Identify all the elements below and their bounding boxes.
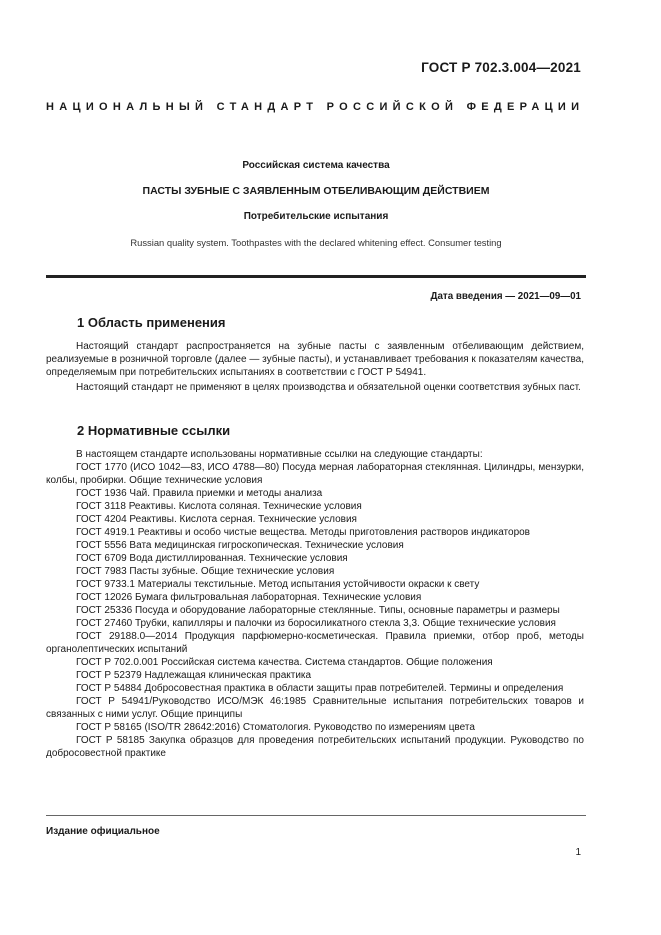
reference-item: ГОСТ Р 58165 (ISO/TR 28642:2016) Стоматология. Руководство по измерениям цвета bbox=[76, 722, 475, 733]
footer-divider bbox=[46, 815, 586, 816]
national-standard-banner: НАЦИОНАЛЬНЫЙ СТАНДАРТ РОССИЙСКОЙ ФЕДЕРАЦИИ bbox=[46, 101, 585, 113]
section-heading-normative-references: 2 Нормативные ссылки bbox=[77, 423, 231, 438]
scope-paragraph: Настоящий стандарт не применяют в целях производства и обязательной оценки соответствия зубных паст. bbox=[76, 382, 581, 393]
title-divider bbox=[46, 275, 586, 278]
reference-item: ГОСТ 12026 Бумага фильтровальная лабораторная. Технические условия bbox=[76, 592, 422, 603]
reference-item: ГОСТ 6709 Вода дистиллированная. Технические условия bbox=[76, 553, 348, 564]
document-title: ПАСТЫ ЗУБНЫЕ С ЗАЯВЛЕННЫМ ОТБЕЛИВАЮЩИМ ДЕЙСТВИЕМ bbox=[142, 185, 490, 197]
reference-item: ГОСТ Р 702.0.001 Российская система качества. Система стандартов. Общие положения bbox=[76, 657, 493, 668]
document-subtitle: Потребительские испытания bbox=[243, 211, 389, 222]
reference-item: ГОСТ 7983 Пасты зубные. Общие технические условия bbox=[76, 566, 335, 577]
reference-item: ГОСТ Р 54941/Руководство ИСО/МЭК 46:1985 Сравнительные испытания потребительских товаров и связанных с ними услуг. Общие принципы bbox=[46, 696, 584, 720]
intro-date: Дата введения — 2021—09—01 bbox=[430, 291, 581, 302]
reference-item: ГОСТ 5556 Вата медицинская гигроскопическая. Технические условия bbox=[76, 540, 404, 551]
page-number: 1 bbox=[575, 847, 581, 858]
reference-item: ГОСТ 29188.0—2014 Продукция парфюмерно-косметическая. Правила приемки, отбор проб, методы органолептических испытаний bbox=[46, 631, 584, 655]
reference-item: ГОСТ 27460 Трубки, капилляры и палочки из боросиликатного стекла 3,3. Общие технические условия bbox=[76, 618, 556, 629]
reference-item: ГОСТ 3118 Реактивы. Кислота соляная. Технические условия bbox=[76, 501, 362, 512]
reference-item: В настоящем стандарте использованы нормативные ссылки на следующие стандарты: bbox=[76, 449, 483, 460]
reference-item: ГОСТ Р 52379 Надлежащая клиническая практика bbox=[76, 670, 312, 681]
reference-item: ГОСТ 25336 Посуда и оборудование лабораторные стеклянные. Типы, основные параметры и размеры bbox=[76, 605, 560, 616]
reference-item: ГОСТ 4919.1 Реактивы и особо чистые вещества. Методы приготовления растворов индикаторов bbox=[76, 527, 530, 538]
system-title: Российская система качества bbox=[242, 160, 390, 171]
section-heading-scope: 1 Область применения bbox=[77, 315, 226, 330]
reference-item: ГОСТ 4204 Реактивы. Кислота серная. Технические условия bbox=[76, 514, 357, 525]
reference-item: ГОСТ Р 54884 Добросовестная практика в области защиты прав потребителей. Термины и определения bbox=[76, 683, 564, 694]
gost-number: ГОСТ Р 702.3.004—2021 bbox=[421, 60, 581, 75]
reference-item: ГОСТ 1936 Чай. Правила приемки и методы анализа bbox=[76, 488, 323, 499]
scope-paragraph: Настоящий стандарт распространяется на зубные пасты с заявленным отбеливающим действием, реализуемые в розничной торговле (далее — зубные пасты), и устанавливает требования к показателям качества, определяемым при потребительских испытаниях в соответствии с ГОСТ Р 54941. bbox=[46, 341, 584, 378]
official-edition-label: Издание официальное bbox=[46, 826, 160, 837]
reference-item: ГОСТ Р 58185 Закупка образцов для проведения потребительских испытаний продукции. Руководство по добросовестной практике bbox=[46, 735, 584, 759]
reference-item: ГОСТ 1770 (ИСО 1042—83, ИСО 4788—80) Посуда мерная лабораторная стеклянная. Цилиндры, мензурки, колбы, пробирки. Общие технические условия bbox=[46, 462, 584, 486]
references-list bbox=[46, 448, 584, 760]
reference-item: ГОСТ 9733.1 Материалы текстильные. Метод испытания устойчивости окраски к свету bbox=[76, 579, 480, 590]
english-title: Russian quality system. Toothpastes with the declared whitening effect. Consumer testing bbox=[130, 237, 502, 248]
